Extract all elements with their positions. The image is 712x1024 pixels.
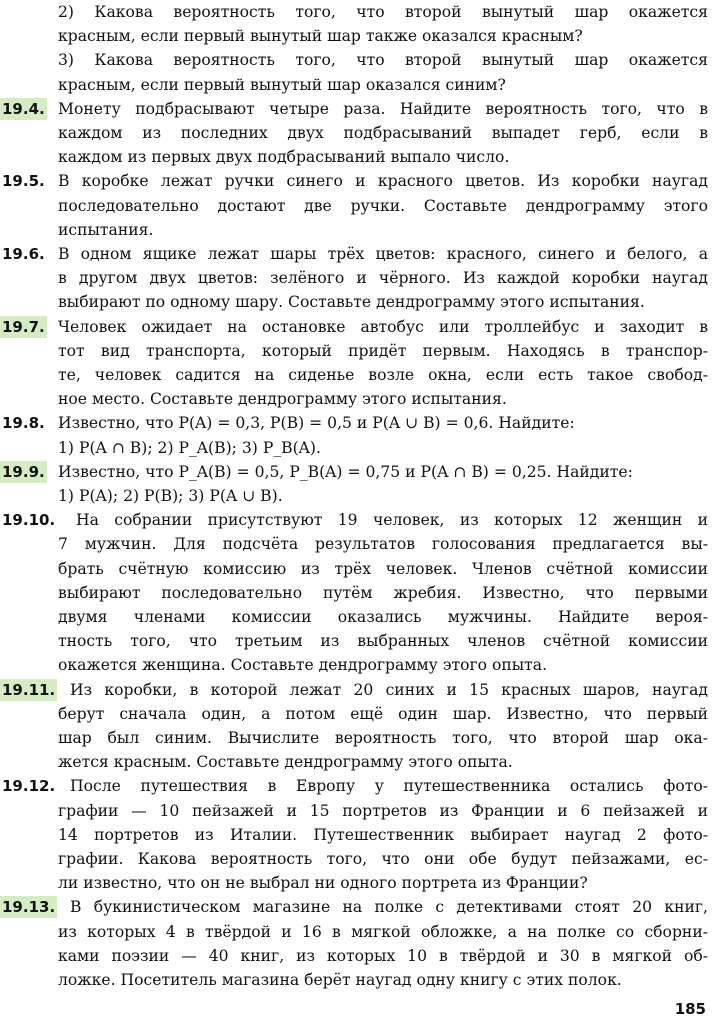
text-line: 7 мужчин. Для подсчёта результатов голосования предлагается вы- (58, 535, 708, 554)
text-line: те, человек садится на сиденье возле окна, если есть такое свобод- (58, 366, 708, 384)
text-line: выбирают последовательно путём жребия. Известно, что первыми (58, 583, 708, 602)
text-line: 1) P(A); 2) P(B); 3) P(A ∪ B). (58, 487, 283, 505)
text-line: каждом из последних двух подбрасываний выпадет герб, если в (58, 124, 708, 142)
text-line: ное место. Составьте дендрограмму этого испытания. (58, 390, 507, 409)
text-line: красным, если первый вынутый шар оказался синим? (58, 75, 506, 94)
text-line: Монету подбрасывают четыре раза. Найдите вероятность того, что в (58, 99, 708, 118)
text-line: тность того, что третьим из выбранных членов счётной комиссии (58, 632, 708, 651)
text-line: двумя членами комиссии оказались мужчины. Найдите вероя- (58, 608, 708, 626)
problem-number: 19.7. (2, 317, 45, 336)
text-line: Из коробки, в которой лежат 20 синих и 15 красных шаров, наугад (70, 680, 708, 699)
text-line: жется красным. Составьте дендрограмму этого опыта. (58, 753, 513, 772)
text-line: испытания. (58, 220, 154, 239)
page-number: 185 (674, 1000, 706, 1018)
text-line: ками поэзии — 40 книг, из которых 10 в твёрдой и 30 в мягкой об- (58, 946, 708, 965)
text-line: последовательно достают две ручки. Составьте дендрограмму этого (58, 196, 708, 215)
problem-number: 19.12. (2, 777, 56, 796)
problem-number: 19.13. (2, 898, 56, 917)
text-line: После путешествия в Европу у путешественника остались фото- (70, 777, 708, 796)
problem-number: 19.6. (2, 245, 45, 263)
text-line: 2) Какова вероятность того, что второй вынутый шар окажется (58, 3, 708, 21)
problem-number: 19.5. (2, 172, 45, 191)
problem-number: 19.10. (2, 511, 56, 530)
text-line: каждом из первых двух подбрасываний выпало число. (58, 148, 510, 167)
text-line: брать счётную комиссию из трёх человек. Членов счётной комиссии (58, 559, 708, 578)
text-line: ложке. Посетитель магазина берёт наугад одну книгу с этих полок. (58, 971, 622, 989)
text-line: 14 портретов из Италии. Путешественник выбирает наугад 2 фото- (58, 825, 708, 844)
text-line: красным, если первый вынутый шар также оказался красным? (58, 27, 583, 46)
problem-number: 19.4. (2, 99, 45, 118)
text-line: Человек ожидает на остановке автобус или троллейбус и заходит в (58, 317, 708, 336)
text-line: ли известно, что он не выбрал ни одного портрета из Франции? (58, 874, 588, 893)
problem-number: 19.11. (2, 680, 56, 699)
text-line: Известно, что P_A(B) = 0,5, P_B(A) = 0,75 и P(A ∩ B) = 0,25. Найдите: (58, 462, 633, 481)
text-line: окажется женщина. Составьте дендрограмму этого опыта. (58, 656, 548, 675)
text-line: В букинистическом магазине на полке с детективами стоят 20 книг, (70, 898, 708, 917)
text-line: 3) Какова вероятность того, что второй вынутый шар окажется (58, 51, 708, 70)
text-line: На собрании присутствуют 19 человек, из которых 12 женщин и (76, 511, 708, 530)
text-line: шар был синим. Вычислите вероятность того, что второй шар ока- (58, 729, 708, 747)
text-line: тот вид транспорта, который придёт первым. Находясь в транспор- (58, 341, 708, 360)
text-line: графии — 10 пейзажей и 15 портретов из Франции и 6 пейзажей и (58, 801, 708, 820)
problem-number: 19.8. (2, 414, 45, 433)
text-line: В коробке лежат ручки синего и красного цветов. Из коробки наугад (58, 172, 708, 191)
text-line: из которых 4 в твёрдой и 16 в мягкой обложке, а на полке со сборни- (58, 922, 708, 941)
text-line: берут сначала один, а потом ещё один шар. Известно, что первый (58, 704, 708, 723)
problem-number: 19.9. (2, 462, 45, 481)
text-line: графии. Какова вероятность того, что они обе будут пейзажами, ес- (58, 850, 708, 868)
text-line: в другом двух цветов: зелёного и чёрного. Из каждой коробки наугад (58, 269, 708, 288)
text-line: 1) P(A ∩ B); 2) P_A(B); 3) P_B(A). (58, 438, 321, 457)
text-line: Известно, что P(A) = 0,3, P(B) = 0,5 и P(A ∪ B) = 0,6. Найдите: (58, 414, 575, 433)
text-line: В одном ящике лежат шары трёх цветов: красного, синего и белого, а (58, 245, 708, 263)
text-line: выбирают по одному шару. Составьте дендрограмму этого испытания. (58, 293, 645, 312)
